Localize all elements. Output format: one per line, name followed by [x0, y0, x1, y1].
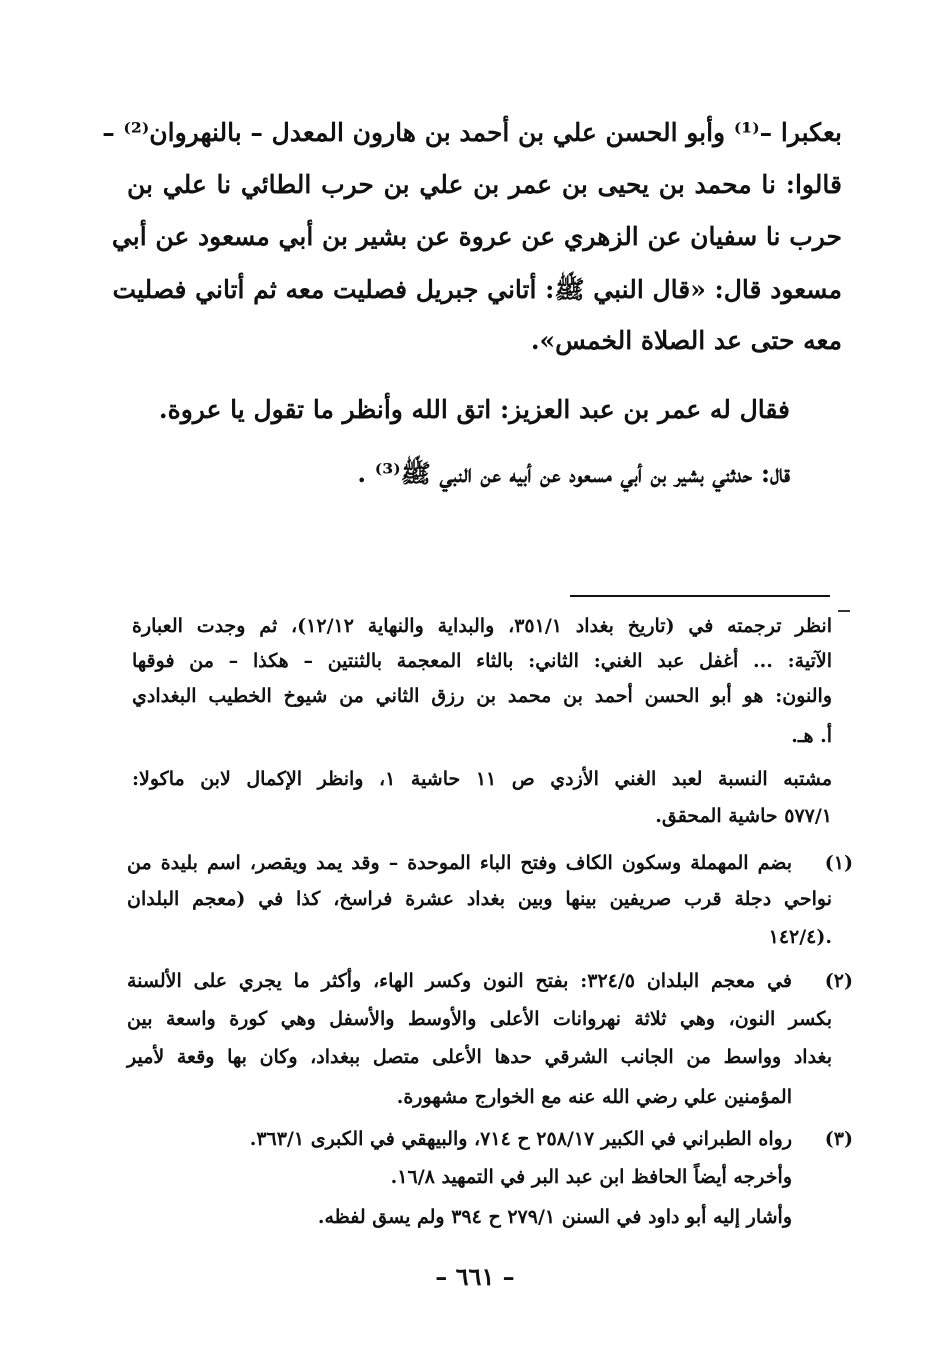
footnote-continuation-line-4: أ. هـ. — [791, 725, 832, 747]
main-line-1: بعكبرا –⁽¹⁾ وأبو الحسن علي بن أحمد بن هارون المعدل – بالنهروان⁽²⁾ – — [102, 118, 842, 147]
footnote-2-line-1: في معجم البلدان ٣٢٤/٥: بفتح النون وكسر الهاء، وأكثر ما يجري على الألسنة — [127, 970, 792, 992]
page-number: – ٦٦١ – — [435, 1262, 515, 1291]
footnote-continuation-line-5: مشتبه النسبة لعبد الغني الأزدي ص ١١ حاشية ١، وانظر الإكمال لابن ماكولا: — [132, 768, 833, 790]
footnote-continuation-line-6: ٥٧٧/١ حاشية المحقق. — [655, 805, 832, 827]
footnote-3-line-3: وأشار إليه أبو داود في السنن ٢٧٩/١ ح ٣٩٤ ولم يسق لفظه. — [317, 1206, 792, 1228]
footnote-2-marker: (٢) — [824, 970, 853, 992]
footnote-2-line-2: بكسر النون، وهي ثلاثة نهروانات الأعلى والأوسط والأسفل وهي كورة واسعة بين — [127, 1008, 832, 1030]
footnote-3-line-1: رواه الطبراني في الكبير ٢٥٨/١٧ ح ٧١٤، والبيهقي في الكبرى ٣٦٣/١. — [249, 1128, 792, 1150]
footnote-2-line-4: المؤمنين علي رضي الله عنه مع الخوارج مشهورة. — [396, 1086, 792, 1108]
footnote-1-line-2: نواحي دجلة قرب صريفين بينها وبين بغداد عشرة فراسخ، كذا في (معجم البلدان — [127, 888, 832, 910]
footnote-continuation-line-3: والنون: هو أبو الحسن أحمد بن محمد بن رزق الثاني من شيوخ الخطيب البغدادي — [132, 685, 832, 707]
footnote-continuation-line-1: انظر ترجمته في (تاريخ بغداد ٣٥١/١، والبداية والنهاية ١٢/١٢)، ثم وجدت العبارة — [132, 615, 832, 637]
main-line-7: قال: حدثني بشير بن أبي مسعود عن أبيه عن النبي ﷺ⁽³⁾ . — [357, 459, 790, 488]
footnote-separator — [570, 595, 830, 597]
footnote-1-marker: (١) — [824, 852, 853, 874]
footnote-1-line-3: ١٤٢/٤). — [768, 926, 832, 948]
main-line-2: قالوا: نا محمد بن يحيى بن عمر بن علي بن حرب الطائي نا علي بن — [127, 170, 842, 199]
footnote-3-marker: (٣) — [824, 1128, 853, 1150]
footnote-2-line-3: بغداد وواسط من الجانب الشرقي حدها الأعلى متصل ببغداد، وكان بها وقعة لأمير — [127, 1046, 832, 1068]
main-line-4: مسعود قال: «قال النبي ﷺ: أتاني جبريل فصليت معه ثم أتاني فصليت — [112, 275, 842, 304]
main-line-6: فقال له عمر بن عبد العزيز: اتق الله وأنظر ما تقول يا عروة. — [158, 395, 790, 424]
continuation-mark — [838, 610, 850, 612]
footnote-1-line-1: بضم المهملة وسكون الكاف وفتح الباء الموحدة – وقد يمد ويقصر، اسم بليدة من — [127, 852, 792, 874]
main-line-5: معه حتى عد الصلاة الخمس». — [530, 326, 842, 355]
footnote-continuation-line-2: الآتية: ... أغفل عبد الغني: الثاني: بالثاء المعجمة بالثنتين – هكذا – من فوقها — [132, 650, 832, 672]
footnote-3-line-2: وأخرجه أيضاً الحافظ ابن عبد البر في التمهيد ١٦/٨. — [390, 1166, 792, 1188]
main-line-3: حرب نا سفيان عن الزهري عن عروة عن بشير بن أبي مسعود عن أبي — [111, 222, 842, 251]
